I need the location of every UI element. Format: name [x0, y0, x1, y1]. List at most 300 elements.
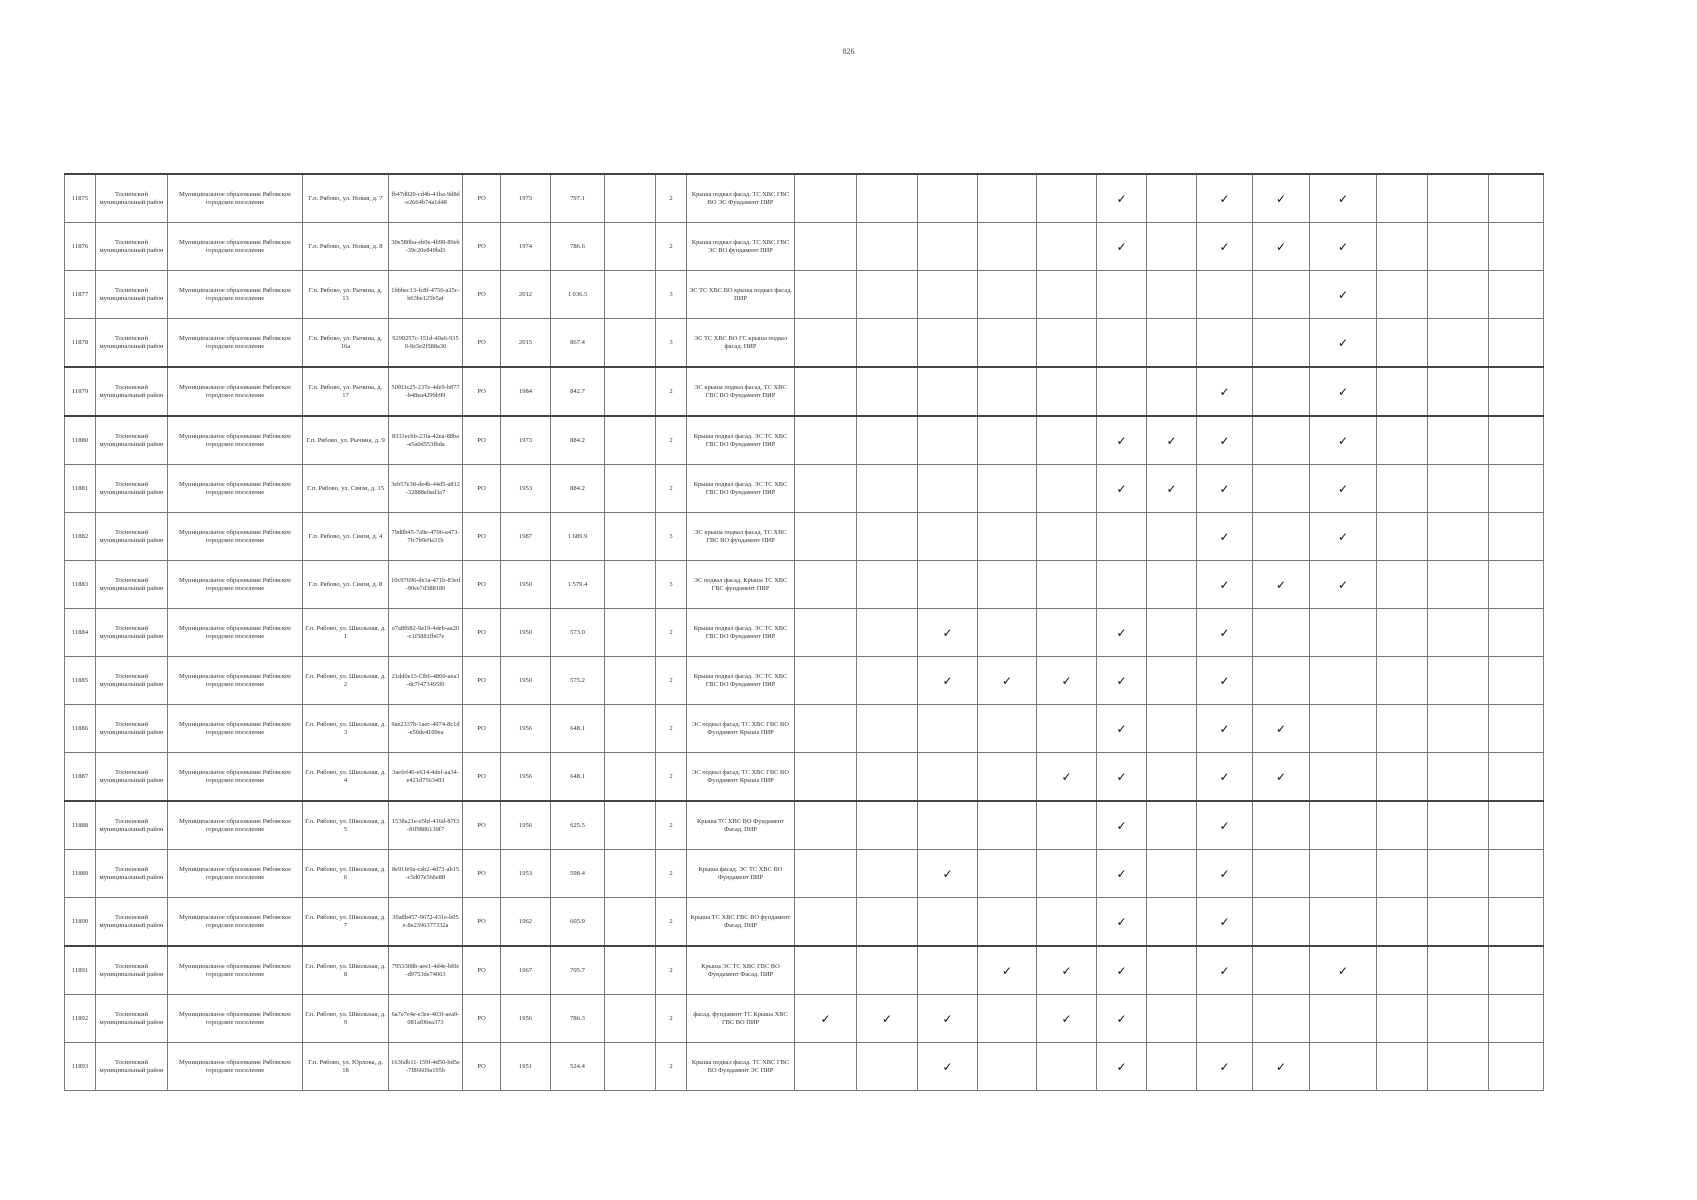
work-check-cell: [918, 801, 978, 850]
work-check-cell: [1428, 801, 1489, 850]
work-check-cell: [1147, 609, 1197, 657]
check-icon: ✓: [1116, 866, 1127, 881]
work-check-cell: [795, 367, 857, 416]
work-check-cell: [978, 271, 1037, 319]
work-check-cell: [1377, 513, 1428, 561]
area-cell: 625.5: [551, 801, 605, 850]
municipality-cell: Муниципальное образование Рябовское городское поселение: [168, 223, 303, 271]
district-cell: Тосненский муниципальный район: [96, 705, 168, 753]
works-cell: Крыша ТС ХВС ГВС ВО фундамент Фасад. ПИР: [687, 898, 795, 947]
works-cell: ЭС подвал фасад. ТС ХВС ГВС ВО Фундамент Крыша ПИР: [687, 705, 795, 753]
work-check-cell: [1253, 465, 1310, 513]
type-cell: РО: [463, 174, 501, 223]
check-icon: ✓: [1116, 1011, 1127, 1026]
work-check-cell: [857, 223, 918, 271]
address-cell: Г.п. Рябово, ул. Школьная, д. 1: [303, 609, 389, 657]
work-check-cell: [978, 367, 1037, 416]
table-row: [65, 609, 1544, 657]
empty-cell: [605, 753, 656, 802]
work-check-cell: [1428, 705, 1489, 753]
guid-cell: 6a7e7e4e-e3ee-403f-aea9-081af06ea373: [389, 995, 463, 1043]
work-check-cell: [1428, 513, 1489, 561]
address-cell: Г.п. Рябово, ул. Связи, д. 4: [303, 513, 389, 561]
floors-cell: 2: [656, 367, 687, 416]
work-check-cell: [795, 319, 857, 368]
work-check-cell: [1197, 609, 1253, 657]
check-icon: ✓: [1061, 769, 1072, 784]
work-check-cell: [978, 513, 1037, 561]
area-cell: 705.7: [551, 946, 605, 995]
check-icon: ✓: [1116, 673, 1127, 688]
row-number: 11884: [65, 609, 96, 657]
check-icon: ✓: [1337, 529, 1349, 544]
address-cell: Г.п. Рябово, ул. Новая, д. 8: [303, 223, 389, 271]
year-cell: 1987: [501, 513, 551, 561]
check-icon: ✓: [1275, 769, 1287, 784]
work-check-cell: [1428, 609, 1489, 657]
work-check-cell: [795, 705, 857, 753]
empty-cell: [605, 705, 656, 753]
works-cell: ЭС ТС ХВС ВО крыша подвал фасад. ПИР: [687, 271, 795, 319]
type-cell: РО: [463, 898, 501, 947]
check-icon: ✓: [1219, 433, 1230, 448]
check-icon: ✓: [942, 625, 953, 640]
year-cell: 2012: [501, 271, 551, 319]
work-check-cell: [1310, 946, 1377, 995]
works-cell: Крыша подвал фасад. ТС ХВС ГВС ВО Фундамент ЭС ПИР: [687, 1043, 795, 1091]
address-cell: Г.п. Рябово, ул. Новая, д. 7: [303, 174, 389, 223]
work-check-cell: [1310, 465, 1377, 513]
work-check-cell: [978, 705, 1037, 753]
table-row: [65, 223, 1544, 271]
work-check-cell: [1197, 416, 1253, 465]
year-cell: 1974: [501, 223, 551, 271]
work-check-cell: [1097, 1043, 1147, 1091]
work-check-cell: [978, 898, 1037, 947]
work-check-cell: [1147, 898, 1197, 947]
register-table: [64, 173, 1544, 1091]
work-check-cell: [795, 513, 857, 561]
work-check-cell: [1310, 223, 1377, 271]
area-cell: 786.3: [551, 995, 605, 1043]
area-cell: 1 689.9: [551, 513, 605, 561]
table-row: [65, 561, 1544, 609]
floors-cell: 2: [656, 174, 687, 223]
floors-cell: 2: [656, 995, 687, 1043]
work-check-cell: [978, 174, 1037, 223]
type-cell: РО: [463, 753, 501, 802]
work-check-cell: [918, 367, 978, 416]
work-check-cell: [1489, 1043, 1544, 1091]
work-check-cell: [1489, 801, 1544, 850]
check-icon: ✓: [1337, 384, 1349, 399]
table-row: [65, 946, 1544, 995]
work-check-cell: [1310, 850, 1377, 898]
row-number: 11888: [65, 801, 96, 850]
work-check-cell: [857, 705, 918, 753]
work-check-cell: [1377, 705, 1428, 753]
work-check-cell: [1489, 223, 1544, 271]
row-number: 11879: [65, 367, 96, 416]
check-icon: ✓: [942, 1011, 953, 1026]
work-check-cell: [1428, 946, 1489, 995]
check-icon: ✓: [1337, 481, 1349, 496]
type-cell: РО: [463, 946, 501, 995]
municipality-cell: Муниципальное образование Рябовское городское поселение: [168, 705, 303, 753]
work-check-cell: [1377, 898, 1428, 947]
check-icon: ✓: [1219, 914, 1230, 929]
guid-cell: e7a8f682-9a19-4deb-aa20-c1f5881fb67e: [389, 609, 463, 657]
work-check-cell: [1037, 705, 1097, 753]
area-cell: 573.0: [551, 609, 605, 657]
works-cell: Крыша подвал фасад. ЭС ТС ХВС ГВС ВО Фундамент ПИР: [687, 465, 795, 513]
work-check-cell: [1377, 174, 1428, 223]
work-check-cell: [1377, 753, 1428, 802]
guid-cell: 1538a21e-e5bf-416d-87f3-f0f9886139f7: [389, 801, 463, 850]
row-number: 11893: [65, 1043, 96, 1091]
work-check-cell: [795, 416, 857, 465]
work-check-cell: [978, 319, 1037, 368]
work-check-cell: [1097, 416, 1147, 465]
floors-cell: 2: [656, 416, 687, 465]
year-cell: 1950: [501, 657, 551, 705]
municipality-cell: Муниципальное образование Рябовское городское поселение: [168, 561, 303, 609]
work-check-cell: [1037, 319, 1097, 368]
row-number: 11876: [65, 223, 96, 271]
check-icon: ✓: [1219, 1059, 1230, 1074]
work-check-cell: [1310, 513, 1377, 561]
row-number: 11880: [65, 416, 96, 465]
check-icon: ✓: [1219, 577, 1230, 592]
work-check-cell: [1489, 561, 1544, 609]
guid-cell: 9ae2337b-1aec-4974-8c1d-e50de4109ea: [389, 705, 463, 753]
guid-cell: 3eb57e38-de4b-44d5-a812-32888e0ad3a7: [389, 465, 463, 513]
table-row: [65, 271, 1544, 319]
work-check-cell: [1428, 1043, 1489, 1091]
floors-cell: 2: [656, 705, 687, 753]
work-check-cell: [1310, 271, 1377, 319]
work-check-cell: [857, 1043, 918, 1091]
work-check-cell: [795, 898, 857, 947]
address-cell: Г.п. Рябово, ул. Юрлова, д. 18: [303, 1043, 389, 1091]
year-cell: 1953: [501, 465, 551, 513]
check-icon: ✓: [1219, 673, 1230, 688]
year-cell: 2015: [501, 319, 551, 368]
row-number: 11875: [65, 174, 96, 223]
check-icon: ✓: [1337, 191, 1349, 206]
area-cell: 842.7: [551, 367, 605, 416]
page-number: 826: [842, 47, 855, 56]
work-check-cell: [795, 657, 857, 705]
work-check-cell: [1097, 223, 1147, 271]
work-check-cell: [1377, 657, 1428, 705]
work-check-cell: [1428, 319, 1489, 368]
work-check-cell: [857, 367, 918, 416]
work-check-cell: [795, 609, 857, 657]
address-cell: Г.п. Рябово, ул. Школьная, д. 2: [303, 657, 389, 705]
work-check-cell: [1310, 753, 1377, 802]
empty-cell: [605, 995, 656, 1043]
check-icon: ✓: [1219, 529, 1230, 544]
work-check-cell: [1377, 561, 1428, 609]
municipality-cell: Муниципальное образование Рябовское городское поселение: [168, 850, 303, 898]
work-check-cell: [1310, 657, 1377, 705]
work-check-cell: [1253, 946, 1310, 995]
district-cell: Тосненский муниципальный район: [96, 465, 168, 513]
table-row: [65, 174, 1544, 223]
work-check-cell: [1147, 946, 1197, 995]
work-check-cell: [1489, 271, 1544, 319]
work-check-cell: [1310, 174, 1377, 223]
work-check-cell: [1197, 753, 1253, 802]
work-check-cell: [795, 271, 857, 319]
work-check-cell: [1489, 850, 1544, 898]
work-check-cell: [1197, 705, 1253, 753]
row-number: 11883: [65, 561, 96, 609]
work-check-cell: [795, 801, 857, 850]
work-check-cell: [857, 801, 918, 850]
work-check-cell: [1489, 946, 1544, 995]
municipality-cell: Муниципальное образование Рябовское городское поселение: [168, 609, 303, 657]
works-cell: Крыша подвал фасад. ТС ХВС ГВС ВО ЭС Фундамент ПИР: [687, 174, 795, 223]
work-check-cell: [1147, 416, 1197, 465]
work-check-cell: [978, 850, 1037, 898]
check-icon: ✓: [1337, 963, 1349, 978]
type-cell: РО: [463, 416, 501, 465]
works-cell: ЭС крыша подвал фасад. ТС ХВС ГВС ВО Фундамент ПИР: [687, 367, 795, 416]
work-check-cell: [1310, 995, 1377, 1043]
work-check-cell: [978, 753, 1037, 802]
work-check-cell: [1310, 1043, 1377, 1091]
works-cell: ЭС подвал фасад. Крыша ТС ХВС ГВС фундамент ПИР: [687, 561, 795, 609]
work-check-cell: [918, 271, 978, 319]
table-row: [65, 367, 1544, 416]
year-cell: 1950: [501, 609, 551, 657]
floors-cell: 2: [656, 753, 687, 802]
check-icon: ✓: [1001, 673, 1013, 688]
work-check-cell: [1097, 271, 1147, 319]
empty-cell: [605, 465, 656, 513]
work-check-cell: [1097, 753, 1147, 802]
work-check-cell: [1489, 753, 1544, 802]
work-check-cell: [1147, 753, 1197, 802]
type-cell: РО: [463, 465, 501, 513]
check-icon: ✓: [1166, 481, 1177, 496]
guid-cell: 30e580ba-eb0e-4b98-89eb-39c20e849bd3: [389, 223, 463, 271]
work-check-cell: [795, 946, 857, 995]
type-cell: РО: [463, 513, 501, 561]
check-icon: ✓: [820, 1011, 831, 1026]
work-check-cell: [918, 319, 978, 368]
guid-cell: 9299257c-151d-49a6-9350-8e5e2f588a30: [389, 319, 463, 368]
district-cell: Тосненский муниципальный район: [96, 416, 168, 465]
work-check-cell: [1428, 561, 1489, 609]
check-icon: ✓: [1116, 721, 1127, 736]
work-check-cell: [1197, 801, 1253, 850]
table-row: [65, 705, 1544, 753]
row-number: 11892: [65, 995, 96, 1043]
work-check-cell: [1147, 367, 1197, 416]
check-icon: ✓: [942, 866, 953, 881]
table-row: [65, 319, 1544, 368]
work-check-cell: [1037, 465, 1097, 513]
work-check-cell: [978, 946, 1037, 995]
work-check-cell: [857, 416, 918, 465]
work-check-cell: [1253, 319, 1310, 368]
work-check-cell: [1037, 946, 1097, 995]
work-check-cell: [1197, 367, 1253, 416]
check-icon: ✓: [942, 673, 953, 688]
check-icon: ✓: [1219, 191, 1230, 206]
work-check-cell: [1377, 367, 1428, 416]
work-check-cell: [1037, 995, 1097, 1043]
work-check-cell: [918, 465, 978, 513]
district-cell: Тосненский муниципальный район: [96, 753, 168, 802]
work-check-cell: [1037, 1043, 1097, 1091]
work-check-cell: [918, 561, 978, 609]
check-icon: ✓: [1116, 239, 1127, 254]
empty-cell: [605, 609, 656, 657]
work-check-cell: [795, 850, 857, 898]
work-check-cell: [1310, 416, 1377, 465]
year-cell: 1956: [501, 705, 551, 753]
check-icon: ✓: [1219, 239, 1230, 254]
work-check-cell: [1310, 898, 1377, 947]
work-check-cell: [1377, 801, 1428, 850]
work-check-cell: [1197, 850, 1253, 898]
work-check-cell: [918, 1043, 978, 1091]
work-check-cell: [1489, 995, 1544, 1043]
work-check-cell: [1428, 174, 1489, 223]
type-cell: РО: [463, 995, 501, 1043]
work-check-cell: [1197, 657, 1253, 705]
table-row: [65, 1043, 1544, 1091]
year-cell: 1956: [501, 995, 551, 1043]
address-cell: Г.п. Рябово, ул. Школьная, д. 6: [303, 850, 389, 898]
municipality-cell: Муниципальное образование Рябовское городское поселение: [168, 174, 303, 223]
row-number: 11885: [65, 657, 96, 705]
empty-cell: [605, 223, 656, 271]
works-cell: Крыша ЭС ТС ХВС ГВС ВО Фундамент Фасад. ПИР: [687, 946, 795, 995]
area-cell: 648.1: [551, 705, 605, 753]
empty-cell: [605, 319, 656, 368]
work-check-cell: [1197, 1043, 1253, 1091]
works-cell: Крыша подвал фасад. ЭС ТС ХВС ГВС ВО Фундамент ПИР: [687, 657, 795, 705]
row-number: 11881: [65, 465, 96, 513]
work-check-cell: [1197, 271, 1253, 319]
check-icon: ✓: [1001, 963, 1013, 978]
work-check-cell: [1197, 465, 1253, 513]
works-cell: Крыша ТС ХВС ВО Фундамент Фасад. ПИР: [687, 801, 795, 850]
work-check-cell: [795, 753, 857, 802]
year-cell: 1953: [501, 850, 551, 898]
district-cell: Тосненский муниципальный район: [96, 513, 168, 561]
municipality-cell: Муниципальное образование Рябовское городское поселение: [168, 753, 303, 802]
check-icon: ✓: [1219, 963, 1230, 978]
year-cell: 1984: [501, 367, 551, 416]
year-cell: 1951: [501, 1043, 551, 1091]
address-cell: Г.п. Рябово, ул. Школьная, д. 9: [303, 995, 389, 1043]
check-icon: ✓: [1219, 384, 1230, 399]
empty-cell: [605, 513, 656, 561]
work-check-cell: [1097, 995, 1147, 1043]
work-check-cell: [918, 513, 978, 561]
work-check-cell: [857, 850, 918, 898]
check-icon: ✓: [1275, 1059, 1287, 1074]
work-check-cell: [1489, 174, 1544, 223]
work-check-cell: [1253, 1043, 1310, 1091]
address-cell: Г.п. Рябово, ул. Школьная, д. 5: [303, 801, 389, 850]
year-cell: 1967: [501, 946, 551, 995]
work-check-cell: [1197, 319, 1253, 368]
works-cell: Крыша подвал фасад. ЭС ТС ХВС ГВС ВО Фундамент ПИР: [687, 416, 795, 465]
work-check-cell: [918, 995, 978, 1043]
floors-cell: 3: [656, 271, 687, 319]
check-icon: ✓: [1337, 335, 1349, 350]
type-cell: РО: [463, 1043, 501, 1091]
work-check-cell: [918, 850, 978, 898]
area-cell: 884.2: [551, 416, 605, 465]
work-check-cell: [1310, 609, 1377, 657]
type-cell: РО: [463, 705, 501, 753]
table-row: [65, 801, 1544, 850]
work-check-cell: [1489, 367, 1544, 416]
district-cell: Тосненский муниципальный район: [96, 995, 168, 1043]
work-check-cell: [1037, 657, 1097, 705]
type-cell: РО: [463, 657, 501, 705]
works-cell: Крыша фасад. ЭС ТС ХВС ВО Фундамент ПИР: [687, 850, 795, 898]
works-cell: ЭС ТС ХВС ВО ГС крыша подвал фасад. ПИР: [687, 319, 795, 368]
check-icon: ✓: [1275, 577, 1287, 592]
work-check-cell: [1310, 319, 1377, 368]
work-check-cell: [978, 609, 1037, 657]
register-body: [65, 174, 1544, 1091]
work-check-cell: [1428, 657, 1489, 705]
work-check-cell: [918, 223, 978, 271]
work-check-cell: [1097, 657, 1147, 705]
work-check-cell: [857, 946, 918, 995]
work-check-cell: [795, 465, 857, 513]
row-number: 11877: [65, 271, 96, 319]
type-cell: РО: [463, 609, 501, 657]
district-cell: Тосненский муниципальный район: [96, 609, 168, 657]
area-cell: 605.9: [551, 898, 605, 947]
type-cell: РО: [463, 801, 501, 850]
check-icon: ✓: [1166, 433, 1177, 448]
type-cell: РО: [463, 223, 501, 271]
floors-cell: 3: [656, 561, 687, 609]
check-icon: ✓: [1116, 963, 1127, 978]
work-check-cell: [1147, 465, 1197, 513]
area-cell: 1 036.5: [551, 271, 605, 319]
works-cell: ЭС подвал фасад. ТС ХВС ГВС ВО Фундамент Крыша ПИР: [687, 753, 795, 802]
check-icon: ✓: [1116, 914, 1127, 929]
year-cell: 1956: [501, 801, 551, 850]
municipality-cell: Муниципальное образование Рябовское городское поселение: [168, 946, 303, 995]
work-check-cell: [1377, 850, 1428, 898]
guid-cell: 10c97696-de3a-471b-83ed-90ee7d388180: [389, 561, 463, 609]
work-check-cell: [1253, 223, 1310, 271]
check-icon: ✓: [1337, 433, 1349, 448]
work-check-cell: [918, 416, 978, 465]
work-check-cell: [795, 995, 857, 1043]
municipality-cell: Муниципальное образование Рябовское городское поселение: [168, 657, 303, 705]
address-cell: Г.п. Рябово, ул. Школьная, д. 3: [303, 705, 389, 753]
work-check-cell: [1428, 465, 1489, 513]
guid-cell: 7953308b-aee1-4d4e-bf0e-d9753de74063: [389, 946, 463, 995]
work-check-cell: [1377, 609, 1428, 657]
guid-cell: 3aefef40-e614-4def-aa34-e421d7563493: [389, 753, 463, 802]
